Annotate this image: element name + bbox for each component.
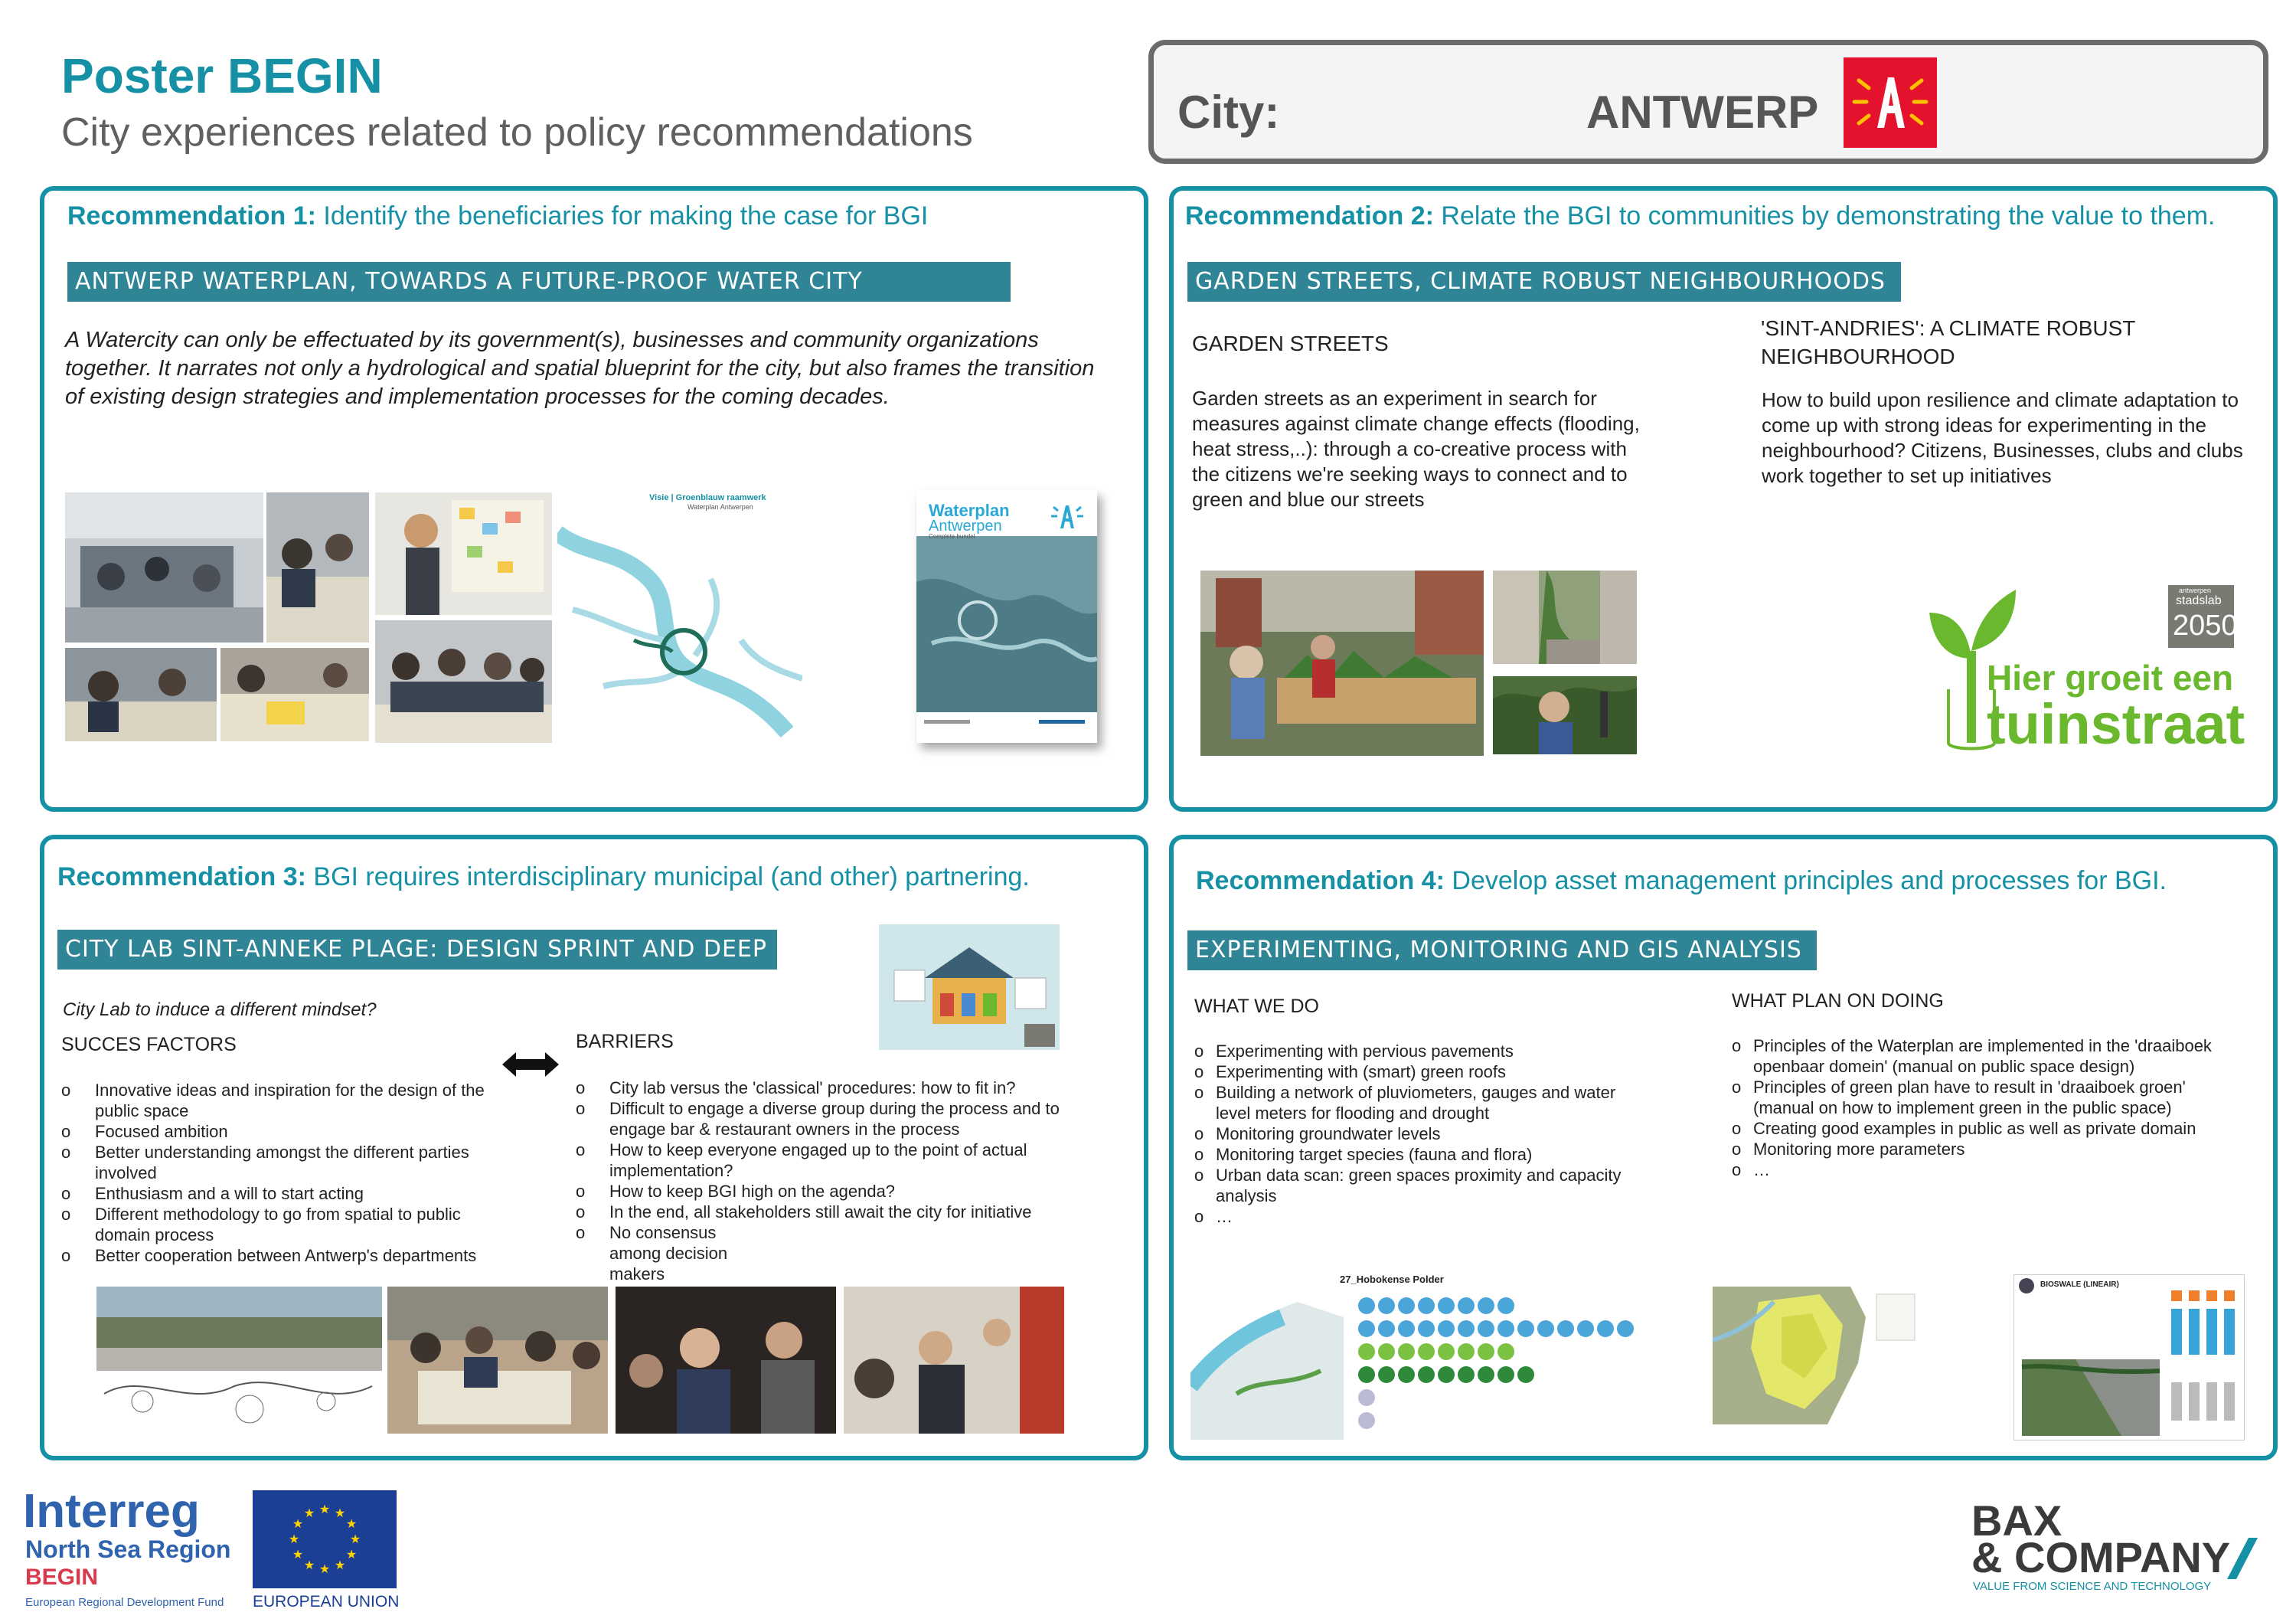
list-item: o In the end, all stakeholders still await the city for initiative (576, 1202, 1104, 1222)
recommendation-2-text: Relate the BGI to communities by demonstrating the value to them. (1441, 201, 2216, 231)
workshop-photo (266, 492, 369, 643)
recommendation-4-heading (1196, 866, 2167, 896)
recommendation-1-text: Identify the beneficiaries for making the case for BGI (323, 201, 929, 231)
list-item: o Better cooperation between Antwerp's departments (61, 1245, 513, 1266)
city-lab-bar: CITY LAB SINT-ANNEKE PLAGE: DESIGN SPRINT AND DEEP DIVES (57, 930, 777, 970)
sint-andries-text: How to build upon resilience and climate adaptation to come up with strong ideas for experimenting in the neighbourhood? Citizens, Businesses, clubs and clubs work together to set up initiatives (1762, 388, 2243, 487)
list-item: o Experimenting with (smart) green roofs (1194, 1061, 1654, 1082)
svg-text:★: ★ (334, 1506, 346, 1520)
what-plan-list (1732, 1035, 2245, 1180)
barriers-title: BARRIERS (576, 1031, 674, 1052)
booklet-title-2: Antwerpen (929, 518, 1002, 535)
svg-text:★: ★ (303, 1506, 315, 1520)
svg-text:★: ★ (292, 1547, 304, 1562)
workshop-photo (220, 648, 369, 741)
recommendation-1-heading (67, 201, 928, 231)
success-factors-title: SUCCES FACTORS (61, 1034, 237, 1055)
svg-text:★: ★ (318, 1562, 331, 1576)
list-item: o … (1194, 1206, 1654, 1227)
city-lab-photo (96, 1287, 382, 1434)
interreg-fund: European Regional Development Fund (25, 1596, 224, 1609)
svg-text:★: ★ (345, 1516, 358, 1531)
list-item: o City lab versus the 'classical' procedures: how to fit in? (576, 1078, 1104, 1098)
booklet-title-1: Waterplan (929, 501, 1010, 520)
bax-logo-line1: BAX (1971, 1496, 2062, 1545)
poster-title: Poster BEGIN (61, 48, 383, 103)
recommendation-4-text: Develop asset management principles and processes for BGI. (1452, 866, 2167, 895)
hobokense-polder-graphic (1190, 1271, 1667, 1440)
eu-flag-icon (253, 1490, 397, 1588)
experimenting-bar: EXPERIMENTING, MONITORING AND GIS ANALYSIS (1187, 930, 1817, 970)
list-item: o Difficult to engage a diverse group during the process and to engage bar & restaurant owners in the process (576, 1098, 1104, 1140)
recommendation-3-heading (57, 862, 1030, 892)
list-item: o Monitoring groundwater levels (1194, 1123, 1654, 1144)
city-label: City: (1177, 87, 1280, 138)
garden-logo-line1: Hier groeit een (1987, 658, 2234, 698)
list-item: o Monitoring target species (fauna and flora) (1194, 1144, 1654, 1165)
workshop-photo (375, 620, 552, 743)
city-lab-question: City Lab to induce a different mindset? (63, 999, 377, 1020)
list-item: o Innovative ideas and inspiration for the design of the public space (61, 1080, 513, 1121)
interreg-logo: Interreg (23, 1485, 200, 1538)
barriers-list (576, 1078, 1104, 1284)
list-item: o Better understanding amongst the different parties involved (61, 1142, 513, 1183)
garden-streets-text: Garden streets as an experiment in search for measures against climate change effects (flooding, heat stress,..): through a co-creative process with the citizens we're seeking ways to connect and to green and blue our streets (1192, 387, 1640, 511)
svg-text:★: ★ (349, 1532, 361, 1546)
sint-andries-title: 'SINT-ANDRIES': A CLIMATE ROBUST NEIGHBOURHOOD (1761, 316, 2135, 368)
list-item: o Creating good examples in public as well as private domain (1732, 1118, 2245, 1139)
list-item: o Focused ambition (61, 1121, 513, 1142)
svg-text:★: ★ (318, 1502, 331, 1516)
recommendation-1-label: Recommendation 1: (67, 201, 316, 231)
double-arrow-icon (502, 1049, 559, 1080)
waterplan-intro: A Watercity can only be effectuated by its government(s), businesses and community organizations together. It narrates not only a hydrological and spatial blueprint for the city, but also frames the transition of existing design strategies and implementation processes for the coming decades. (65, 328, 1095, 409)
recommendation-3-text: BGI requires interdisciplinary municipal (and other) partnering. (313, 862, 1030, 891)
bax-tagline: VALUE FROM SCIENCE AND TECHNOLOGY (1973, 1580, 2212, 1593)
list-item: o Experimenting with pervious pavements (1194, 1041, 1654, 1061)
svg-text:★: ★ (345, 1547, 358, 1562)
waterplan-booklet (916, 490, 1097, 743)
poster-subtitle: City experiences related to policy recommendations (61, 110, 973, 155)
bioswale-sheet (2013, 1274, 2245, 1441)
list-item: o How to keep BGI high on the agenda? (576, 1181, 1104, 1202)
workshop-photo (65, 492, 263, 643)
garden-street-photo (1493, 571, 1637, 664)
list-item: o … (1732, 1159, 2245, 1180)
eu-label: EUROPEAN UNION (253, 1593, 400, 1611)
what-we-do-title: WHAT WE DO (1194, 996, 1319, 1017)
workshop-photo (65, 648, 217, 741)
list-item: o Monitoring more parameters (1732, 1139, 2245, 1159)
green-space-map (1713, 1271, 1925, 1432)
recommendation-3-label: Recommendation 3: (57, 862, 306, 891)
city-lab-illustration (879, 924, 1060, 1050)
recommendation-2-heading (1185, 201, 2215, 231)
success-factors-list (61, 1080, 513, 1266)
city-name: ANTWERP (1586, 87, 1819, 138)
garden-street-photo (1200, 571, 1484, 756)
polder-title: 27_Hobokense Polder (1340, 1274, 1444, 1285)
green-blue-framework-map (557, 487, 802, 747)
list-item: o Principles of the Waterplan are implemented in the 'draaiboek openbaar domein' (manual on public space design) (1732, 1035, 2245, 1077)
list-item: o Enthusiasm and a will to start acting (61, 1183, 513, 1204)
stadslab-2050-logo: antwerpen stadslab 2050 (2168, 585, 2234, 648)
what-plan-title: WHAT PLAN ON DOING (1732, 990, 1944, 1012)
what-we-do-list (1194, 1041, 1654, 1227)
map-subtitle: Waterplan Antwerpen (687, 503, 753, 511)
list-item: o Urban data scan: green spaces proximity and capacity analysis (1194, 1165, 1654, 1206)
recommendation-4-label: Recommendation 4: (1196, 866, 1445, 895)
bioswale-title: BIOSWALE (LINEAIR) (2040, 1280, 2119, 1289)
city-lab-photo (844, 1287, 1064, 1434)
city-lab-photo (387, 1287, 608, 1434)
garden-street-photo (1493, 676, 1637, 754)
svg-text:★: ★ (288, 1532, 300, 1546)
list-item: o Building a network of pluviometers, gauges and water level meters for flooding and drought (1194, 1082, 1654, 1123)
garden-streets-title: GARDEN STREETS (1192, 332, 1389, 355)
interreg-region: North Sea Region (25, 1535, 231, 1563)
list-item: o Principles of green plan have to result in 'draaiboek groen' (manual on how to implement green in the public space) (1732, 1077, 2245, 1118)
workshop-photo (375, 492, 552, 615)
map-title: Visie | Groenblauw raamwerk (649, 493, 766, 502)
city-lab-photo (616, 1287, 836, 1434)
svg-text:★: ★ (334, 1558, 346, 1572)
bax-logo-line2: & COMPANY (1971, 1533, 2231, 1581)
interreg-project: BEGIN (25, 1565, 99, 1590)
svg-text:★: ★ (292, 1516, 304, 1531)
list-item: o How to keep everyone engaged up to the point of actual implementation? (576, 1140, 1104, 1181)
list-item: o No consensus among decision makers (576, 1222, 763, 1284)
bax-slash-icon (2227, 1538, 2258, 1579)
garden-streets-bar: GARDEN STREETS, CLIMATE ROBUST NEIGHBOURHOODS (1187, 262, 1901, 302)
booklet-subtitle: Complete bundel (929, 533, 975, 540)
waterplan-bar: ANTWERP WATERPLAN, TOWARDS A FUTURE-PROOF WATER CITY (67, 262, 1011, 302)
antwerp-logo-icon (1048, 501, 1086, 533)
garden-logo-line2: tuinstraat (1987, 692, 2245, 756)
recommendation-2-label: Recommendation 2: (1185, 201, 1434, 231)
list-item: o Different methodology to go from spatial to public domain process (61, 1204, 513, 1245)
svg-text:★: ★ (303, 1558, 315, 1572)
antwerp-logo-icon (1844, 57, 1937, 148)
